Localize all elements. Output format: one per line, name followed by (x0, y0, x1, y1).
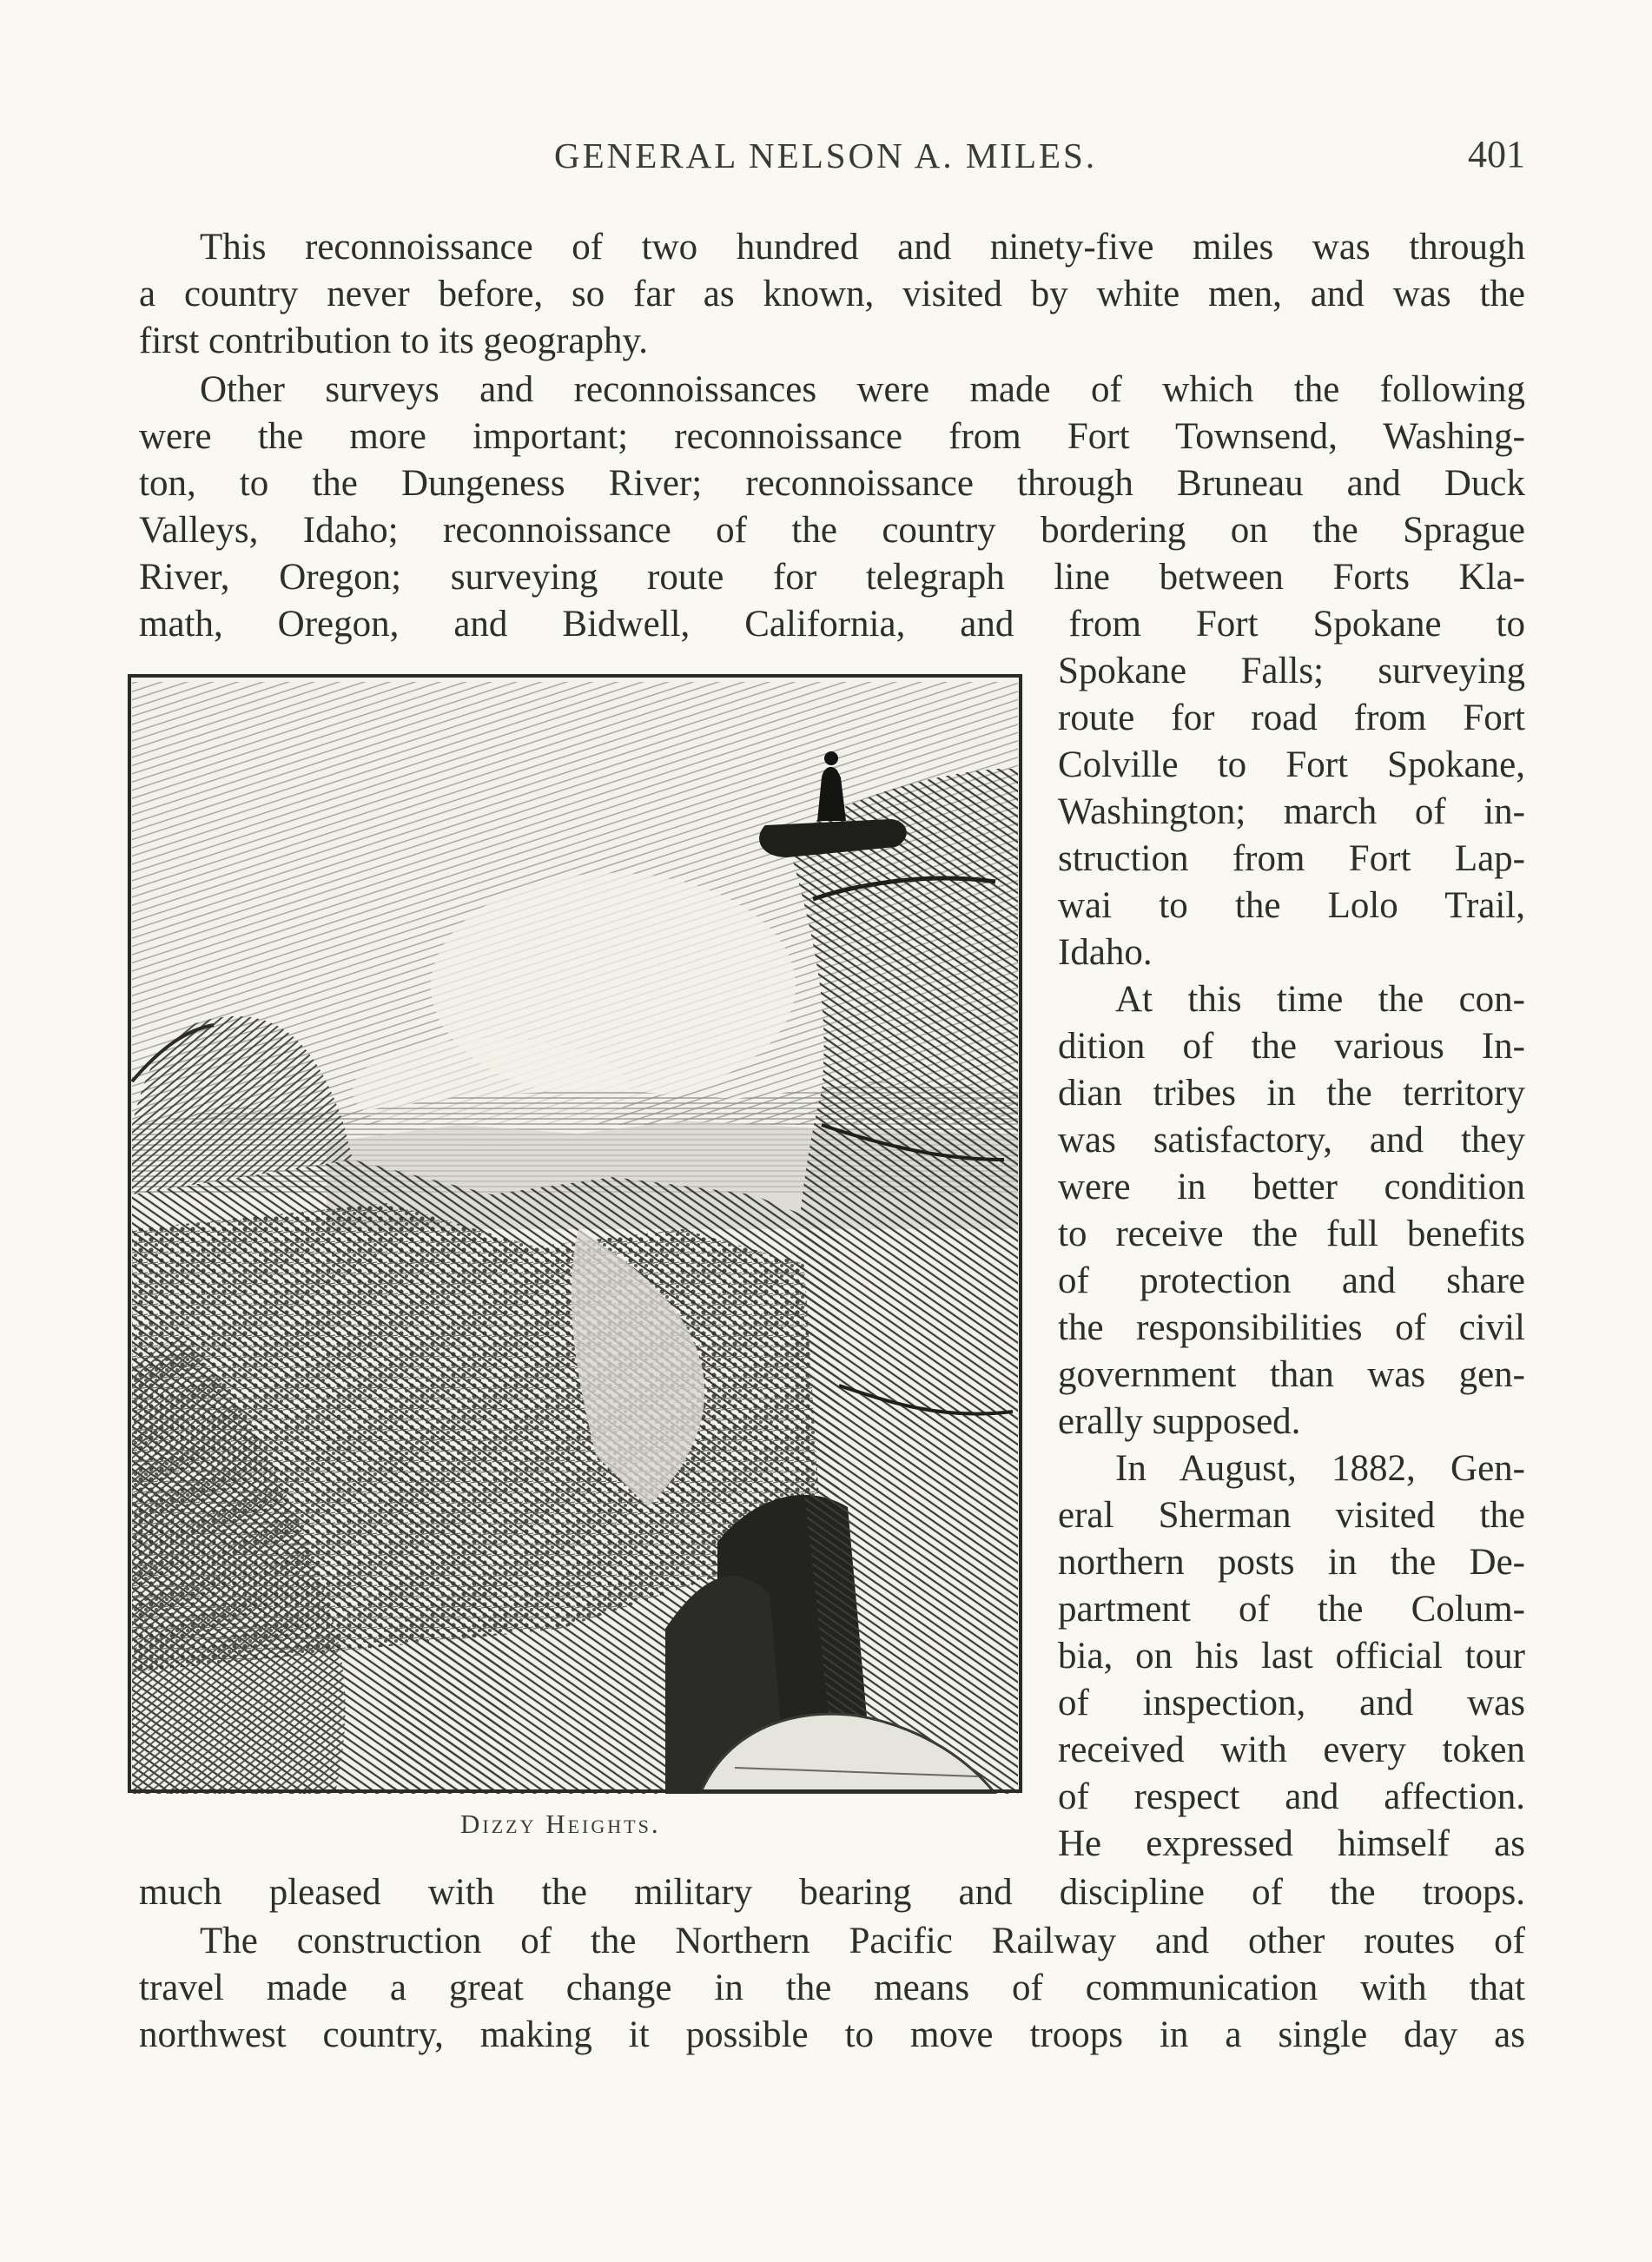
column-line: Spokane Falls; surveying (1058, 651, 1525, 691)
column-line: dian tribes in the territory (1058, 1073, 1525, 1114)
column-line: erally supposed. (1058, 1401, 1301, 1442)
illustration-caption: Dizzy Heights. (460, 1809, 661, 1839)
column-line: bia, on his last official tour (1058, 1636, 1525, 1677)
text-line: first contribution to its geography. (139, 321, 648, 361)
text-line: were the more important; reconnoissance from Fort Townsend, Washing- (139, 416, 1525, 457)
column-line: Washington; march of in- (1058, 791, 1525, 832)
column-line: northern posts in the De- (1058, 1542, 1525, 1583)
column-line: Idaho. (1058, 932, 1153, 973)
column-line: partment of the Colum- (1058, 1589, 1525, 1630)
column-line: At this time the con- (1115, 979, 1525, 1020)
column-line: of inspection, and was (1058, 1683, 1525, 1723)
text-line: much pleased with the military bearing and discipline of the troops. (139, 1872, 1525, 1913)
column-line: received with every token (1058, 1730, 1525, 1770)
text-line: travel made a great change in the means of communication with that (139, 1968, 1525, 2008)
text-line: River, Oregon; surveying route for telegraph line between Forts Kla- (139, 557, 1525, 598)
text-line: ton, to the Dungeness River; reconnoissance through Bruneau and Duck (139, 463, 1525, 504)
column-line: wai to the Lolo Trail, (1058, 885, 1525, 926)
column-line: dition of the various In- (1058, 1026, 1525, 1067)
column-line: government than was gen- (1058, 1354, 1525, 1395)
text-line: The construction of the Northern Pacific Railway and other routes of (200, 1921, 1525, 1961)
column-line: He expressed himself as (1058, 1823, 1525, 1864)
column-line: to receive the full benefits (1058, 1214, 1525, 1254)
column-line: struction from Fort Lap- (1058, 838, 1525, 879)
text-line: northwest country, making it possible to move troops in a single day as (139, 2014, 1525, 2055)
text-line: math, Oregon, and Bidwell, California, and from Fort Spokane to (139, 604, 1525, 645)
column-line: Colville to Fort Spokane, (1058, 744, 1525, 785)
column-line: the responsibilities of civil (1058, 1307, 1525, 1348)
column-line: In August, 1882, Gen- (1115, 1448, 1525, 1489)
column-line: route for road from Fort (1058, 698, 1525, 738)
column-line: of respect and affection. (1058, 1776, 1525, 1817)
running-head: GENERAL NELSON A. MILES. (554, 136, 1098, 175)
column-line: of protection and share (1058, 1260, 1525, 1301)
text-line: a country never before, so far as known, visited by white men, and was the (139, 274, 1525, 314)
column-line: eral Sherman visited the (1058, 1495, 1525, 1536)
text-line: This reconnoissance of two hundred and ninety-five miles was through (200, 227, 1525, 268)
column-line: was satisfactory, and they (1058, 1120, 1525, 1161)
text-line: Valleys, Idaho; reconnoissance of the country bordering on the Sprague (139, 510, 1525, 551)
page-header (0, 0, 1652, 182)
illustration-dizzy-heights (127, 673, 1023, 1794)
page-number: 401 (1468, 133, 1525, 175)
column-line: were in better condition (1058, 1167, 1525, 1207)
text-line: Other surveys and reconnoissances were made of which the following (200, 369, 1525, 410)
